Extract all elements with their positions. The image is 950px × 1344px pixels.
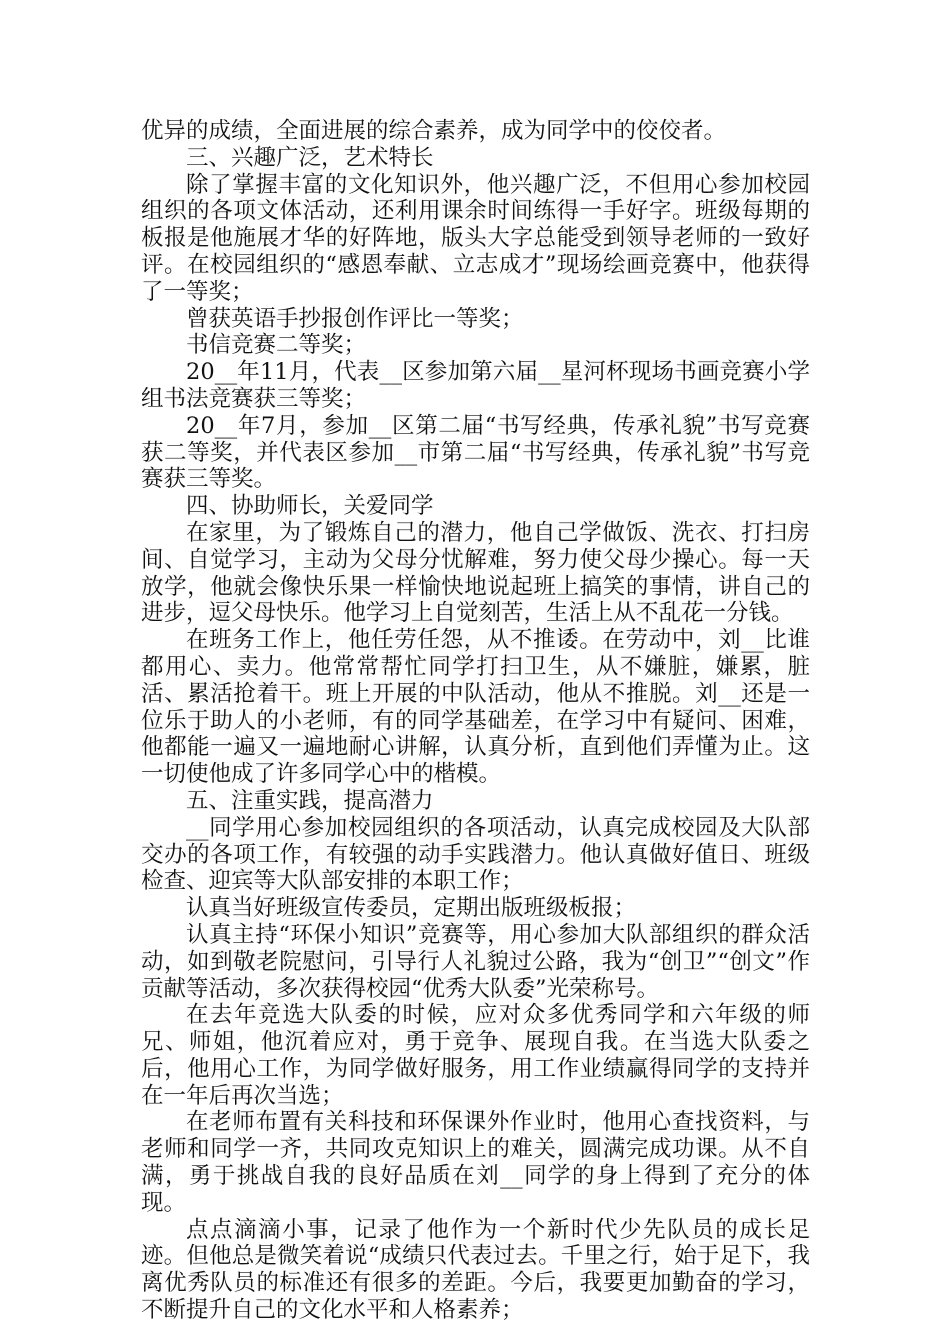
award-item: 20__年7月，参加__区第二届“书写经典，传承礼貌”书写竞赛获二等奖，并代表区参加__市第二届“书写经典，传承礼貌”书写竞赛获三等奖。 (141, 412, 810, 493)
body-paragraph: __同学用心参加校园组织的各项活动，认真完成校园及大队部交办的各项工作，有较强的动手实践潜力。他认真做好值日、班级检查、迎宾等大队部安排的本职工作； (141, 814, 810, 895)
section-heading-practice: 五、注重实践，提高潜力 (186, 787, 434, 814)
award-item: 书信竞赛二等奖； (186, 332, 367, 359)
body-paragraph: 在家里，为了锻炼自己的潜力，他自己学做饭、洗衣、打扫房间、自觉学习，主动为父母分忧解难，努力使父母少操心。每一天放学，他就会像快乐果一样愉快地说起班上搞笑的事情，讲自己的进步，逗父母快乐。他学习上自觉刻苦，生活上从不乱花一分钱。 (141, 519, 810, 627)
body-paragraph: 在老师布置有关科技和环保课外作业时，他用心查找资料，与老师和同学一齐，共同攻克知识上的难关，圆满完成功课。从不自满，勇于挑战自我的良好品质在刘__同学的身上得到了充分的体现。 (141, 1109, 810, 1216)
section-heading-interests: 三、兴趣广泛，艺术特长 (186, 144, 434, 171)
body-paragraph: 除了掌握丰富的文化知识外，他兴趣广泛，不但用心参加校园组织的各项文体活动，还利用课余时间练得一手好字。班级每期的板报是他施展才华的好阵地，版头大字总能受到领导老师的一致好评。在校园组织的“感恩奉献、立志成才”现场绘画竞赛中，他获得了一等奖； (141, 171, 810, 305)
body-paragraph: 在去年竞选大队委的时候，应对众多优秀同学和六年级的师兄、师姐，他沉着应对，勇于竞争、展现自我。在当选大队委之后，他用心工作，为同学做好服务，用工作业绩赢得同学的支持并在一年后再次当选； (141, 1002, 810, 1109)
section-heading-helping: 四、协助师长，关爱同学 (186, 493, 434, 520)
continuation-text: 优异的成绩，全面进展的综合素养，成为同学中的佼佼者。 (141, 118, 727, 144)
body-paragraph: 认真主持“环保小知识”竞赛等，用心参加大队部组织的群众活动，如到敬老院慰问，引导行人礼貌过公路，我为“创卫”“创文”作贡献等活动，多次获得校园“优秀大队委”光荣称号。 (141, 921, 810, 1002)
award-item: 曾获英语手抄报创作评比一等奖； (186, 305, 524, 332)
body-paragraph: 点点滴滴小事，记录了他作为一个新时代少先队员的成长足迹。但他总是微笑着说“成绩只代表过去。千里之行，始于足下，我离优秀队员的标准还有很多的差距。今后，我要更加勤奋的学习，不断提升自己的文化水平和人格素养； (141, 1216, 810, 1324)
body-paragraph: 认真当好班级宣传委员，定期出版班级板报； (186, 895, 637, 922)
award-item: 20__年11月，代表__区参加第六届__星河杯现场书画竞赛小学组书法竞赛获三等奖； (141, 359, 810, 412)
body-paragraph: 在班务工作上，他任劳任怨，从不推诿。在劳动中，刘__比谁都用心、卖力。他常常帮忙同学打扫卫生，从不嫌脏，嫌累，脏活、累活抢着干。班上开展的中队活动，他从不推脱。刘__还是一位乐于助人的小老师，有的同学基础差，在学习中有疑问、困难，他都能一遍又一遍地耐心讲解，认真分析，直到他们弄懂为止。这一切使他成了许多同学心中的楷模。 (141, 627, 810, 788)
